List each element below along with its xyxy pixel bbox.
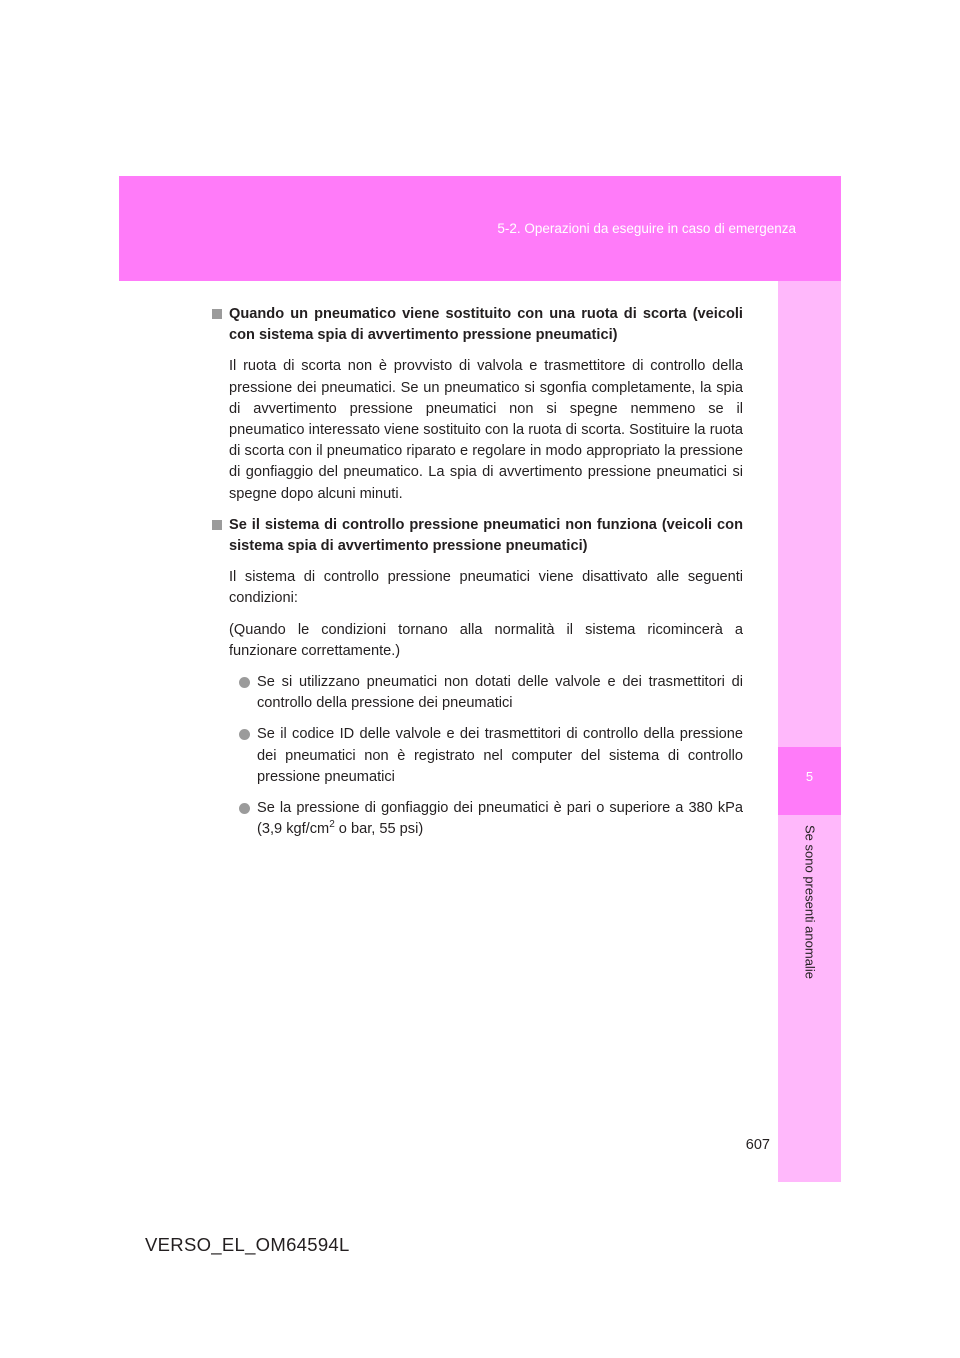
chapter-number: 5	[805, 769, 814, 784]
square-bullet-icon	[212, 520, 222, 530]
page-content	[212, 304, 743, 850]
section-heading: Se il sistema di controllo pressione pneumatici non funziona (veicoli con sistema spia di avvertimento pressione pneumatici)	[229, 516, 743, 555]
superscript: 2	[329, 819, 335, 831]
square-bullet-icon	[212, 309, 222, 319]
paragraph: (Quando le condizioni tornano alla normalità il sistema ricomincerà a funzionare correttamente.)	[229, 621, 743, 659]
side-tab	[778, 281, 841, 1182]
list-item	[239, 672, 743, 714]
circle-bullet-icon	[239, 729, 250, 740]
paragraph: Il sistema di controllo pressione pneumatici viene disattivato alle seguenti condizioni:	[229, 569, 743, 607]
list-item-text-before: Se la pressione di gonfiaggio dei pneumatici è pari o superiore a 380 kPa (3,9 kgf/cm	[257, 800, 743, 838]
section-title: 5-2. Operazioni da eseguire in caso di emergenza	[497, 221, 796, 236]
section-system-not-working	[212, 515, 743, 841]
document-code: VERSO_EL_OM64594L	[145, 1234, 350, 1255]
list-item-text: Se si utilizzano pneumatici non dotati delle valvole e dei trasmettitori di controllo della pressione dei pneumatici	[257, 674, 743, 712]
header-band	[119, 176, 841, 281]
condition-list	[239, 672, 743, 840]
list-item	[239, 798, 743, 840]
chapter-label: Se sono presenti anomalie	[802, 825, 817, 979]
section-spare-wheel	[212, 304, 743, 505]
chapter-number-block	[778, 747, 841, 815]
chapter-label-container	[778, 825, 841, 1005]
section-heading: Quando un pneumatico viene sostituito con una ruota di scorta (veicoli con sistema spia di avvertimento pressione pneumatici)	[229, 306, 743, 344]
circle-bullet-icon	[239, 803, 250, 814]
list-item-text-after: o bar, 55 psi)	[334, 821, 424, 838]
list-item	[239, 724, 743, 788]
paragraph: Il ruota di scorta non è provvisto di valvola e trasmettitore di controllo della pressione dei pneumatici. Se un pneumatico si sgonfia completamente, la spia di avvertimento pressione pneumatici non si spegne nemmeno se il pneumatico interessato viene sostituito con la ruota di scorta. Sostituire la ruota di scorta con il pneumatico riparato e regolare in modo appropriato la pressione di gonfiaggio del pneumatico. La spia di avvertimento pressione pneumatici si spegne dopo alcuni minuti.	[229, 358, 743, 502]
page-number: 607	[745, 1137, 770, 1153]
list-item-text: Se il codice ID delle valvole e dei trasmettitori di controllo della pressione dei pneumatici non è registrato nel computer del sistema di controllo pressione pneumatici	[257, 726, 743, 785]
circle-bullet-icon	[239, 677, 250, 688]
